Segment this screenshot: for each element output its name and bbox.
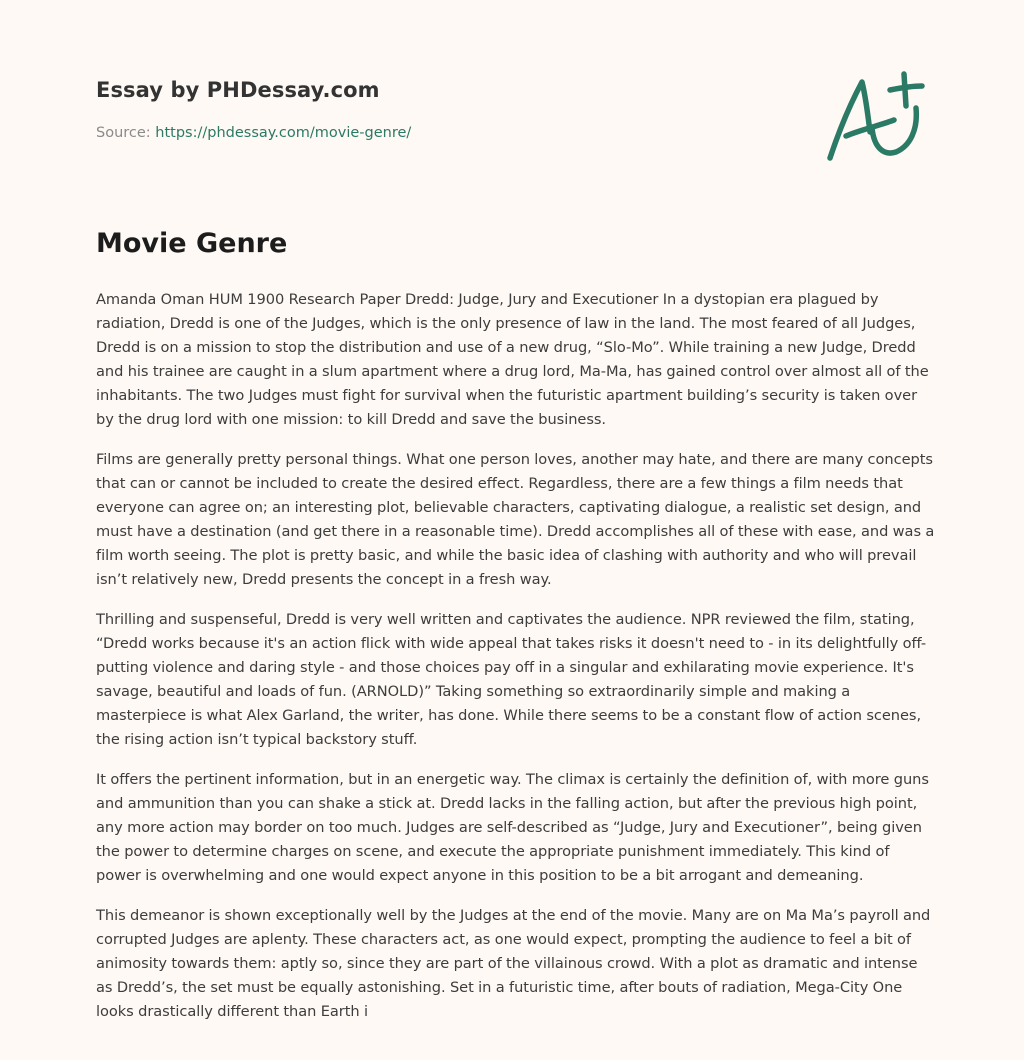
article-title: Movie Genre bbox=[96, 228, 288, 259]
article-paragraph-5: This demeanor is shown exceptionally well by the Judges at the end of the movie. Many are on Ma Ma’s payroll and corrupted Judges are aplenty. These characters act, as one would expect, prompting the audience to feel a bit of animosity towards them: aptly so, since they are part of the villainous crowd. With a plot as dramatic and intense as Dredd’s, the set must be equally astonishing. Set in a futuristic time, after bouts of radiation, Mega-City One looks drastically different than Earth i bbox=[96, 907, 931, 1020]
source-label: Source: bbox=[96, 125, 151, 141]
source-line bbox=[96, 123, 796, 143]
article bbox=[96, 226, 936, 1040]
source-link[interactable]: https://phdessay.com/movie-genre/ bbox=[155, 125, 412, 141]
page-header bbox=[96, 76, 796, 143]
brand-title: Essay by PHDessay.com bbox=[96, 78, 380, 102]
article-paragraph-4: It offers the pertinent information, but in an energetic way. The climax is certainly the definition of, with more guns and ammunition than you can shake a stick at. Dredd lacks in the falling action, but after the previous high point, any more action may border on too much. Judges are self-described as “Judge, Jury and Executioner”, being given the power to determine charges on scene, and execute the appropriate punishment immediately. This kind of power is overwhelming and one would expect anyone in this position to be a bit arrogant and demeaning. bbox=[96, 771, 929, 884]
a-plus-grade-icon bbox=[822, 68, 926, 164]
article-paragraph-2: Films are generally pretty personal things. What one person loves, another may hate, and there are many concepts that can or cannot be included to create the desired effect. Regardless, there are a few things a film needs that everyone can agree on; an interesting plot, believable characters, captivating dialogue, a realistic set design, and must have a destination (and get there in a reasonable time). Dredd accomplishes all of these with ease, and was a film worth seeing. The plot is pretty basic, and while the basic idea of clashing with authority and who will prevail isn’t relatively new, Dredd presents the concept in a fresh way. bbox=[96, 451, 935, 588]
article-paragraph-1: Amanda Oman HUM 1900 Research Paper Dredd: Judge, Jury and Executioner In a dystopian era plagued by radiation, Dredd is one of the Judges, which is the only presence of law in the land. The most feared of all Judges, Dredd is on a mission to stop the distribution and use of a new drug, “Slo-Mo”. While training a new Judge, Dredd and his trainee are caught in a slum apartment where a drug lord, Ma-Ma, has gained control over almost all of the inhabitants. The two Judges must fight for survival when the futuristic apartment building’s security is taken over by the drug lord with one mission: to kill Dredd and save the business. bbox=[96, 291, 929, 428]
article-paragraph-3: Thrilling and suspenseful, Dredd is very well written and captivates the audience. NPR reviewed the film, stating, “Dredd works because it's an action flick with wide appeal that takes risks it doesn't need to - in its delightfully off-putting violence and daring style - and those choices pay off in a singular and exhilarating movie experience. It's savage, beautiful and loads of fun. (ARNOLD)” Taking something so extraordinarily simple and making a masterpiece is what Alex Garland, the writer, has done. While there seems to be a constant flow of action scenes, the rising action isn’t typical backstory stuff. bbox=[96, 611, 927, 748]
